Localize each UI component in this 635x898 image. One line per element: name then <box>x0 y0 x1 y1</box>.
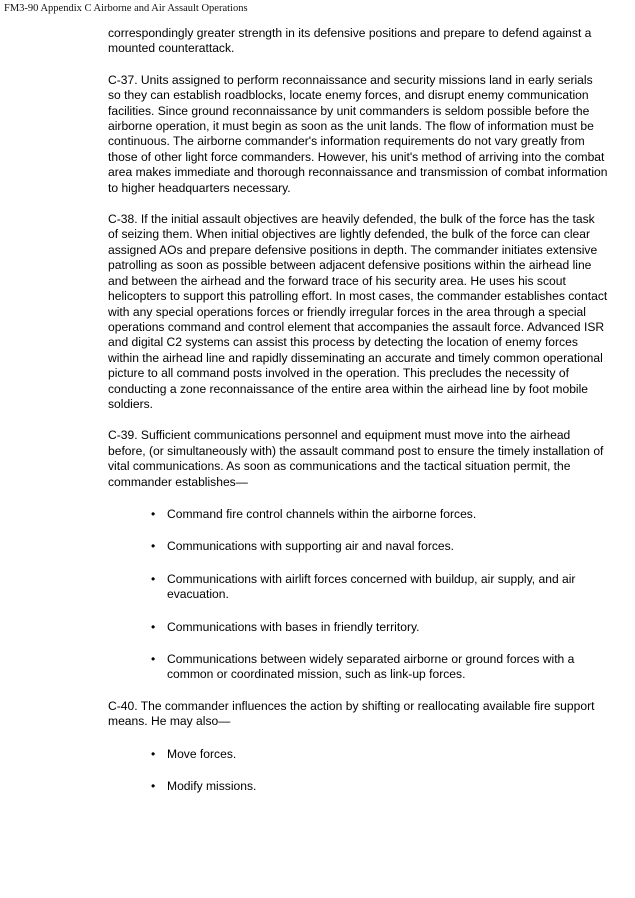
list-item-text: Command fire control channels within the airborne forces. <box>167 506 477 521</box>
list-item-text: Communications with bases in friendly territory. <box>167 619 420 634</box>
paragraph-c40: C-40. The commander influences the action by shifting or reallocating available fire support means. He may also— <box>108 698 595 729</box>
paragraph-c39: C-39. Sufficient communications personnel and equipment must move into the airhead before, (or simultaneously with) the assault command post to ensure the timely installation of vital communications. As soon as communications and the tactical situation permit, the commander establishes— <box>108 428 604 489</box>
bullet-icon: • <box>151 539 156 554</box>
bullet-icon: • <box>151 652 156 666</box>
list-item-text: Communications between widely separated airborne or ground forces with a common or coordinated mission, such as link-up forces. <box>167 652 575 682</box>
paragraph-c38: C-38. If the initial assault objectives are heavily defended, the bulk of the force has the task of seizing them. When initial objectives are lightly defended, the bulk of the force can clear assigned AOs and prepare defensive positions in depth. The commander initiates extensive patrolling as soon as possible between adjacent defensive positions within the airhead line and between the airhead and the forward trace of his security area. He uses his scout helicopters to support this patrolling effort. In most cases, the commander establishes contact with any special operations forces or friendly irregular forces in the area through a special operations command and control element that accompanies the assault force. Advanced ISR and digital C2 systems can assist this process by detecting the location of enemy forces within the airhead line and rapidly disseminating an accurate and timely common operational picture to all command posts involved in the operation. This precludes the necessity of conducting a zone reconnaissance of the entire area within the airhead line by foot mobile soldiers. <box>108 212 608 411</box>
list-item <box>108 539 608 554</box>
list-item-text: Communications with airlift forces concerned with buildup, air supply, and air evacuation. <box>167 571 576 602</box>
bullet-icon: • <box>151 619 156 634</box>
intro-paragraph: correspondingly greater strength in its defensive positions and prepare to defend against a mounted counterattack. <box>108 26 592 56</box>
running-header: FM3-90 Appendix C Airborne and Air Assault Operations <box>4 3 248 14</box>
list-item-text: Communications with supporting air and naval forces. <box>167 539 455 554</box>
list-item-text: Modify missions. <box>167 779 257 794</box>
list-item <box>108 779 608 794</box>
list-item <box>108 572 608 603</box>
c40-bullet-list <box>108 747 608 795</box>
list-item <box>108 620 608 635</box>
list-item <box>108 652 608 683</box>
list-item <box>108 747 608 762</box>
paragraph-c37: C-37. Units assigned to perform reconnaissance and security missions land in early serials so they can establish roadblocks, locate enemy forces, and disrupt enemy communication facilities. Since ground reconnaissance by unit commanders is seldom possible before the airborne operation, it must begin as soon as the unit lands. The flow of information must be continuous. The airborne commander's information requirements do not vary greatly from those of other light force commanders. However, his unit's method of arriving into the combat area makes immediate and thorough reconnaissance and transmission of combat information to higher headquarters necessary. <box>108 72 608 195</box>
bullet-icon: • <box>151 571 156 586</box>
bullet-icon: • <box>151 506 156 521</box>
bullet-icon: • <box>151 746 156 761</box>
bullet-icon: • <box>151 779 156 794</box>
c39-bullet-list <box>108 507 608 683</box>
list-item <box>108 507 608 522</box>
document-body <box>108 26 608 794</box>
list-item-text: Move forces. <box>167 746 237 761</box>
